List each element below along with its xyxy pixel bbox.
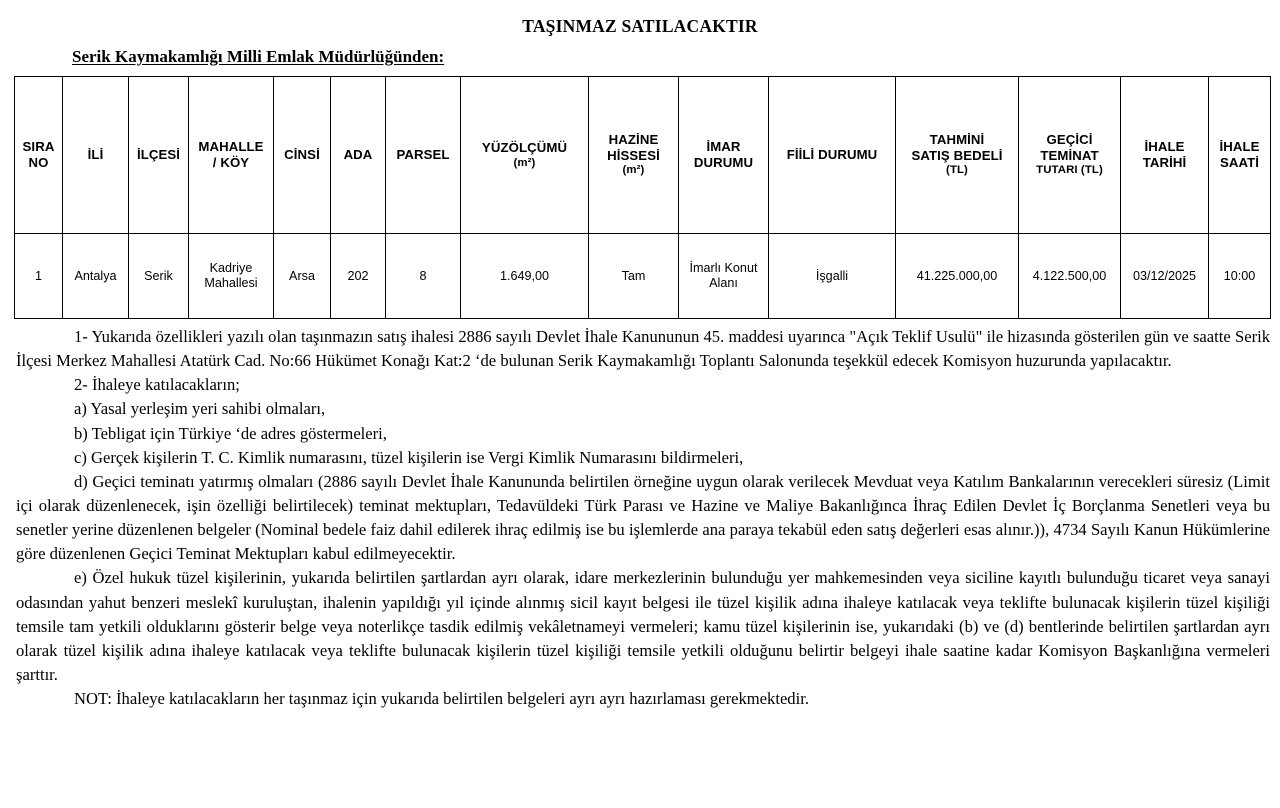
paragraph-d: d) Geçici teminatı yatırmış olmaları (2886 sayılı Devlet İhale Kanununda belirtilen örneğine uygun olarak verilecek Mevduat veya Katılım Bankalarının verecekleri süresiz (Limit içi olarak düzenlenecek, işin özelliği belirtilecek) teminat mektupları, Tedavüldeki Türk Parası ve Hazine ve Maliye Bakanlığınca İhraç Edilen Devlet İç Borçlanma Senetleri veya bu senetler yerine düzenlenen belgeler (Nominal bedele faiz dahil edilerek ihraç edilmiş ise bu işlemlerde ana paraya tekabül eden satış değerleri esas alınır.)), 4734 Sayılı Kanun Hükümlerine göre düzenlenen Geçici Teminat Mektupları kabul edilmeyecektir. bbox=[16, 471, 1270, 564]
cell-line-1: İmarlı bbox=[689, 261, 722, 276]
header-line-1: CİNSİ bbox=[284, 147, 320, 163]
cell-il: Antalya bbox=[63, 234, 129, 319]
header-unit: (TL) bbox=[946, 164, 968, 177]
column-header-ilce bbox=[129, 77, 189, 234]
cell-gecici-teminat-tutari: 4.122.500,00 bbox=[1019, 234, 1121, 319]
subtitle-row bbox=[0, 37, 1280, 67]
header-line-1: ADA bbox=[343, 147, 373, 163]
header-line-2: SATIŞ BEDELİ bbox=[911, 147, 1003, 163]
column-header-imar-durumu bbox=[679, 77, 769, 234]
header-line-1: MAHALLE bbox=[198, 139, 264, 155]
paragraph-1: 1- Yukarıda özellikleri yazılı olan taşınmazın satış ihalesi 2886 sayılı Devlet İhale Kanununun 45. maddesi uyarınca "Açık Teklif Usulü" ile hizasında gösterilen gün ve saatte Serik İlçesi Merkez Mahallesi Atatürk Cad. No:66 Hükümet Konağı Kat:2 ‘de bulunan Serik Kaymakamlığı Toplantı Salonunda teşekkül edecek Komisyon huzurunda yapılacaktır. bbox=[16, 327, 1270, 371]
header-line-1: TAHMİNİ bbox=[929, 132, 985, 148]
header-unit: (m²) bbox=[622, 164, 645, 177]
header-line-2: TEMİNAT bbox=[1040, 147, 1099, 163]
table-header-row bbox=[15, 77, 1271, 234]
header-line-1: İLÇESİ bbox=[136, 147, 181, 163]
header-line-2: NO bbox=[28, 155, 49, 170]
table-header bbox=[15, 77, 1271, 234]
column-header-il bbox=[63, 77, 129, 234]
column-header-fiili-durumu bbox=[769, 77, 896, 234]
header-line-1: İHALE bbox=[1144, 139, 1185, 155]
cell-line-1: Kadriye bbox=[209, 261, 253, 276]
cell-ada: 202 bbox=[331, 234, 386, 319]
header-line-2: TARİHİ bbox=[1142, 155, 1187, 170]
header-unit: TUTARI (TL) bbox=[1036, 164, 1103, 177]
cell-ihale-saati: 10:00 bbox=[1209, 234, 1271, 319]
cell-cinsi: Arsa bbox=[274, 234, 331, 319]
column-header-mahalle-koy bbox=[189, 77, 274, 234]
paragraph-2: 2- İhaleye katılacakların; bbox=[74, 375, 240, 395]
cell-imar-durumu bbox=[679, 234, 769, 319]
issuing-authority: Serik Kaymakamlığı Milli Emlak Müdürlüğünden: bbox=[72, 47, 445, 66]
cell-line-3: Alanı bbox=[709, 276, 738, 290]
column-header-ihale-tarihi bbox=[1121, 77, 1209, 234]
header-line-1: İLİ bbox=[87, 147, 104, 163]
column-header-hazine-hissesi bbox=[589, 77, 679, 234]
paragraph-c: c) Gerçek kişilerin T. C. Kimlik numarasını, tüzel kişilerin ise Vergi Kimlik Numarasını bildirmeleri, bbox=[74, 447, 744, 467]
column-header-cinsi bbox=[274, 77, 331, 234]
column-header-sira-no bbox=[15, 77, 63, 234]
header-line-1: GEÇİCİ bbox=[1046, 132, 1093, 148]
property-listing-table bbox=[14, 76, 1271, 319]
cell-yuzolcumu: 1.649,00 bbox=[461, 234, 589, 319]
header-line-1: FİİLİ DURUMU bbox=[786, 147, 878, 163]
table-row bbox=[15, 234, 1271, 319]
column-header-tahmini-satis-bedeli bbox=[896, 77, 1019, 234]
cell-line-2: Mahallesi bbox=[204, 276, 258, 290]
paragraph-note: NOT: İhaleye katılacakların her taşınmaz için yukarıda belirtilen belgeleri ayrı ayrı hazırlaması gerekmektedir. bbox=[74, 689, 809, 709]
paragraph-a: a) Yasal yerleşim yeri sahibi olmaları, bbox=[74, 399, 326, 419]
cell-fiili-durum: İşgalli bbox=[769, 234, 896, 319]
page-title: TAŞINMAZ SATILACAKTIR bbox=[522, 16, 758, 36]
cell-parsel: 8 bbox=[386, 234, 461, 319]
header-line-2: DURUMU bbox=[693, 155, 754, 170]
header-line-2: SAATİ bbox=[1219, 155, 1260, 170]
cell-ihale-tarihi: 03/12/2025 bbox=[1121, 234, 1209, 319]
header-line-2: / KÖY bbox=[212, 155, 250, 170]
cell-hazine-hissesi: Tam bbox=[589, 234, 679, 319]
column-header-parsel bbox=[386, 77, 461, 234]
header-line-1: İHALE bbox=[1219, 139, 1260, 155]
column-header-gecici-teminat-tutari bbox=[1019, 77, 1121, 234]
cell-sira-no: 1 bbox=[15, 234, 63, 319]
header-line-1: YÜZÖLÇÜMÜ bbox=[481, 139, 568, 155]
document-body bbox=[16, 325, 1270, 711]
cell-tahmini-satis-bedeli: 41.225.000,00 bbox=[896, 234, 1019, 319]
header-line-2: HİSSESİ bbox=[607, 147, 660, 163]
cell-line-2: Konut bbox=[724, 261, 758, 276]
paragraph-b: b) Tebligat için Türkiye ‘de adres göstermeleri, bbox=[74, 423, 387, 443]
header-line-1: HAZİNE bbox=[608, 132, 659, 148]
property-table-wrapper bbox=[14, 76, 1270, 319]
header-line-1: PARSEL bbox=[396, 147, 450, 163]
paragraph-e: e) Özel hukuk tüzel kişilerinin, yukarıda belirtilen şartlardan ayrı olarak, idare merkezlerinin bulunduğu yer mahkemesinden veya siciline kayıtlı bulunduğu ticaret veya sanayi odasından yahut benzeri meslekî kuruluştan, ihalenin yapıldığı yıl içinde alınmış sicil kayıt belgesi ile tüzel kişilik adına ihaleye katılacak veya teklifte bulunacak kişilerin tüzel kişiliği temsile tam yetkili olduklarını gösterir belge veya noterlikçe tasdik edilmiş vekâletnameyi vermeleri; kamu tüzel kişilerinin ise, yukarıdaki (b) ve (d) bentlerinde belirtilen şartlardan ayrı olarak tüzel kişilik adına ihaleye katılacak veya teklifte bulunacak kişilerin tüzel kişiliği temsile yetkili olduğunu belirtir belgeyi ihale saatine kadar Komisyon Başkanlığına vermeleri şarttır. bbox=[16, 568, 1270, 684]
table-body bbox=[15, 234, 1271, 319]
column-header-ada bbox=[331, 77, 386, 234]
column-header-ihale-saati bbox=[1209, 77, 1271, 234]
column-header-yuzolcumu bbox=[461, 77, 589, 234]
header-line-1: SIRA bbox=[22, 139, 55, 155]
header-line-1: İMAR bbox=[706, 139, 741, 155]
header-unit: (m²) bbox=[513, 156, 536, 169]
cell-ilce: Serik bbox=[129, 234, 189, 319]
cell-mahalle-koy bbox=[189, 234, 274, 319]
